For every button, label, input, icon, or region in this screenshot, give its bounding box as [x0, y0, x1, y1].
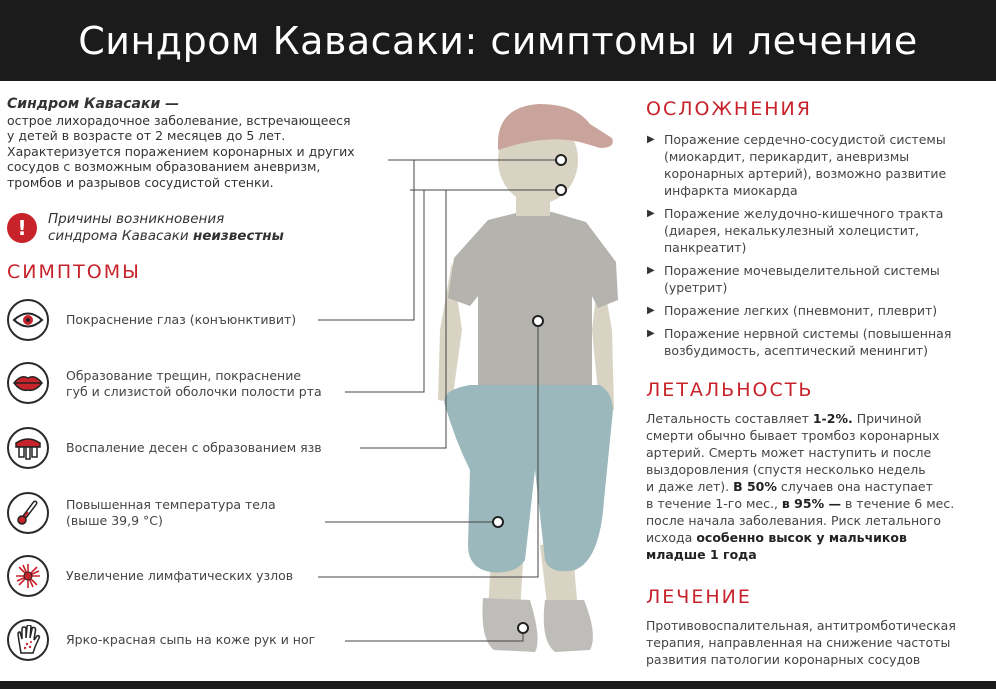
symptom-label [66, 440, 322, 456]
lethality-title: ЛЕТАЛЬНОСТЬ [646, 379, 814, 401]
child-right-arm [592, 262, 614, 412]
text-bold: В 50% [733, 479, 777, 494]
bullet-arrow-icon: ▶ [647, 305, 655, 316]
complications-list [647, 131, 987, 365]
bullet-arrow-icon: ▶ [647, 134, 655, 145]
warning-plain: синдрома Кавасаки [48, 228, 189, 244]
symptom-item [7, 299, 427, 343]
symptom-line: губ и слизистой оболочки полости рта [66, 384, 322, 399]
lethality-line [646, 478, 991, 495]
text-run: и даже лет). [646, 479, 734, 494]
intro-line: у детей в возрасте от 2 месяцев до 5 лет. [7, 128, 286, 143]
symptom-line: Покраснение глаз (конъюнктивит) [66, 312, 297, 327]
treatment-line: терапия, направленная на снижение частоты [646, 635, 951, 650]
marker-body [533, 316, 543, 326]
lethality-line [646, 495, 991, 512]
warning-line-2 [48, 228, 284, 245]
intro-definition [7, 97, 387, 190]
symptom-label [66, 312, 296, 328]
text-run: Летальность составляет [646, 411, 813, 426]
symptom-line: Ярко-красная сыпь на коже рук и ног [66, 632, 316, 647]
warning-line-1: Причины возникновения [48, 211, 225, 227]
hand-rash-icon [7, 619, 49, 661]
complication-line: Поражение желудочно-кишечного тракта [664, 206, 944, 221]
treatment-title: ЛЕЧЕНИЕ [646, 586, 752, 608]
child-left-arm [438, 262, 462, 402]
complication-line: коронарных артерий), возможно развитие [664, 166, 947, 181]
complication-line: возбудимость, асептический менингит) [664, 343, 929, 358]
bullet-arrow-icon: ▶ [647, 265, 655, 276]
symptom-line: Повышенная температура тела [66, 497, 276, 512]
lethality-line: после начала заболевания. Риск летального [646, 513, 942, 528]
marker-thigh [493, 517, 503, 527]
title-banner [0, 0, 996, 81]
symptom-item [7, 619, 427, 663]
lethality-text [646, 410, 991, 563]
intro-line: тромбов и разрывов сосудистой стенки. [7, 174, 274, 190]
intro-line: сосудов с возможным образованием аневризм, [7, 159, 321, 174]
lymph-node-icon [7, 555, 49, 597]
marker-neck [556, 185, 566, 195]
gums-icon [7, 427, 49, 469]
complication-line: Поражение сердечно-сосудистой системы [664, 132, 946, 147]
text-run: в течение 6 мес. [840, 496, 955, 511]
bullet-arrow-icon: ▶ [647, 208, 655, 219]
child-shorts [444, 385, 613, 573]
complication-line: Поражение легких (пневмонит, плеврит) [664, 303, 938, 318]
text-bold: в 95% — [781, 496, 841, 511]
intro-term: Синдром Кавасаки — [7, 96, 180, 112]
intro-line: Характеризуется поражением коронарных и других [7, 143, 355, 159]
text-bold: младше 1 года [646, 547, 757, 562]
symptom-label [66, 568, 293, 584]
complication-line: инфаркта миокарда [664, 183, 798, 198]
bottom-bar [0, 681, 996, 689]
symptom-item [7, 492, 427, 536]
warning-text [48, 211, 284, 245]
lethality-line [646, 410, 991, 427]
text-run: Причиной [852, 411, 922, 426]
symptom-line: (выше 39,9 °С) [66, 513, 163, 528]
text-bold: 1-2%. [812, 411, 853, 426]
treatment-line: Противовоспалительная, антитромботическая [646, 618, 956, 633]
child-right-shoe [544, 600, 593, 652]
child-legs [488, 540, 578, 612]
lethality-line: артерий. Смерть может наступить и после [646, 445, 932, 460]
cause-warning [7, 211, 387, 247]
complication-item [647, 262, 987, 296]
complication-item [647, 131, 987, 199]
complication-item [647, 205, 987, 256]
symptom-label [66, 497, 276, 529]
child-shirt [448, 212, 618, 392]
treatment-line: развития патологии коронарных сосудов [646, 652, 921, 667]
marker-lips [556, 155, 566, 165]
text-run: случаев она наступает [776, 479, 933, 494]
page-title: Синдром Кавасаки: симптомы и лечение [78, 18, 918, 63]
symptom-label [66, 368, 322, 400]
marker-foot [518, 623, 528, 633]
exclamation-icon: ! [7, 213, 37, 243]
complication-line: Поражение мочевыделительной системы [664, 263, 940, 278]
child-neck [516, 186, 550, 216]
symptom-line: Воспаление десен с образованием язв [66, 440, 322, 455]
lethality-line: выздоровления (спустя несколько недель [646, 462, 926, 477]
eye-icon [7, 299, 49, 341]
symptom-item [7, 555, 427, 599]
bullet-arrow-icon: ▶ [647, 328, 655, 339]
treatment-text [646, 617, 991, 668]
symptoms-title: СИМПТОМЫ [7, 261, 141, 283]
complication-line: панкреатит) [664, 240, 747, 255]
child-cap [498, 104, 613, 150]
complication-item [647, 302, 987, 319]
text-bold: особенно высок у мальчиков [696, 530, 907, 545]
text-run: в течение 1-го мес., [646, 496, 782, 511]
child-left-shoe [482, 598, 537, 652]
symptom-item [7, 427, 427, 471]
complication-line: Поражение нервной системы (повышенная [664, 326, 952, 341]
complication-item [647, 325, 987, 359]
thermometer-icon [7, 492, 49, 534]
lethality-line: смерти обычно бывает тромбоз коронарных [646, 428, 940, 443]
symptom-label [66, 632, 315, 648]
lips-icon [7, 362, 49, 404]
symptom-line: Увеличение лимфатических узлов [66, 568, 294, 583]
text-run: исхода [646, 530, 697, 545]
intro-line: острое лихорадочное заболевание, встречающееся [7, 112, 351, 128]
lethality-line [646, 546, 991, 563]
complication-line: (миокардит, перикардит, аневризмы [664, 149, 910, 164]
complications-title: ОСЛОЖНЕНИЯ [646, 98, 812, 120]
symptom-item [7, 362, 427, 406]
complication-line: (диарея, некалькулезный холецистит, [664, 223, 920, 238]
symptom-line: Образование трещин, покраснение [66, 368, 302, 383]
complication-line: (уретрит) [664, 280, 728, 295]
warning-bold: неизвестны [192, 228, 284, 244]
lethality-line [646, 529, 991, 546]
